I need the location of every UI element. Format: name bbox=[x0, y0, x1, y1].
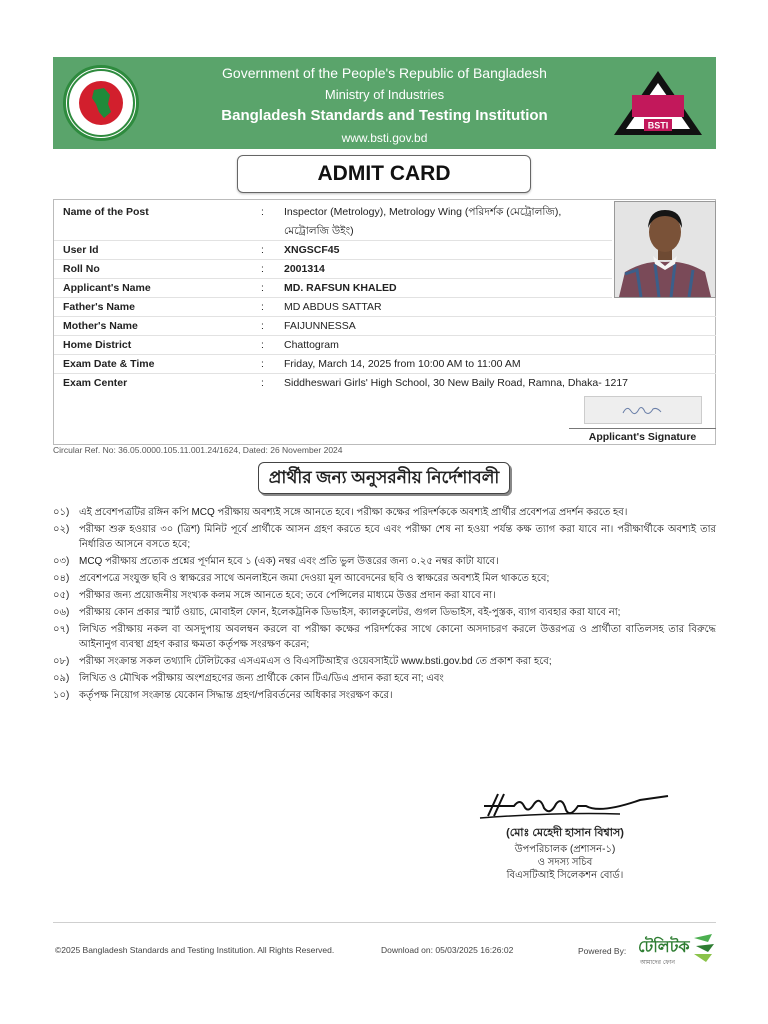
label-applicant-name: Applicant's Name bbox=[63, 282, 151, 294]
footer-divider bbox=[53, 922, 716, 923]
value-district: Chattogram bbox=[284, 339, 339, 351]
teletalk-logo-icon bbox=[636, 932, 716, 968]
detail-row-user-id bbox=[54, 241, 612, 260]
instruction-text: পরীক্ষা সংক্রান্ত সকল তথ্যাদি টেলিটকের এসএমএস ও বিএসটিআই'র ওয়েবসাইটে www.bsti.gov.bd তে প্রকাশ করা হবে; bbox=[79, 656, 552, 667]
instruction-item bbox=[53, 622, 716, 652]
applicant-signature-label: Applicant's Signature bbox=[569, 428, 716, 443]
powered-by-label: Powered By: bbox=[578, 946, 627, 956]
website-link[interactable]: www.bsti.gov.bd bbox=[341, 131, 428, 145]
govt-line: Government of the People's Republic of Bangladesh bbox=[222, 65, 547, 81]
applicant-details-table bbox=[53, 199, 716, 445]
instruction-number: ০৯) bbox=[53, 673, 70, 684]
detail-row-name bbox=[54, 279, 612, 298]
instruction-number: ০৪) bbox=[53, 573, 70, 584]
value-exam-center: Siddheswari Girls' High School, 30 New Baily Road, Ramna, Dhaka- 1217 bbox=[284, 377, 629, 389]
instruction-number: ০৭) bbox=[53, 624, 70, 635]
instruction-text: কর্তৃপক্ষ নিয়োগ সংক্রান্ত যেকোন সিদ্ধান্ত গ্রহণ/পরিবর্তনের অধিকার সংরক্ষণ করে। bbox=[79, 690, 393, 701]
detail-row-father bbox=[54, 298, 716, 317]
authority-name: (মোঃ মেহেদী হাসান বিশ্বাস) bbox=[506, 827, 624, 839]
label-mother: Mother's Name bbox=[63, 320, 138, 332]
instruction-text: এই প্রবেশপত্রটির রঙ্গিন কপি MCQ পরীক্ষায় অবশ্যই সঙ্গে আনতে হবে। পরীক্ষা কক্ষের পরিদর্শককে অবশ্যই প্রার্থীর প্রবেশপত্র প্রদর্শন করতে হব। bbox=[79, 507, 628, 518]
label-exam-time: Exam Date & Time bbox=[63, 358, 155, 370]
instruction-number: ১০) bbox=[53, 690, 70, 701]
instruction-item bbox=[53, 571, 716, 586]
label-father: Father's Name bbox=[63, 301, 135, 313]
value-applicant-name: MD. RAFSUN KHALED bbox=[284, 282, 397, 294]
instruction-item bbox=[53, 522, 716, 552]
footer-download-time: Download on: 05/03/2025 16:26:02 bbox=[381, 945, 514, 955]
colon: : bbox=[261, 206, 264, 218]
colon: : bbox=[261, 339, 264, 351]
instruction-number: ০২) bbox=[53, 524, 70, 535]
value-exam-time: Friday, March 14, 2025 from 10:00 AM to 11:00 AM bbox=[284, 358, 521, 370]
detail-row-post bbox=[54, 203, 612, 241]
instruction-number: ০৮) bbox=[53, 656, 70, 667]
colon: : bbox=[261, 377, 264, 389]
label-roll: Roll No bbox=[63, 263, 100, 275]
label-exam-center: Exam Center bbox=[63, 377, 128, 389]
value-user-id: XNGSCF45 bbox=[284, 244, 340, 256]
value-mother: FAIJUNNESSA bbox=[284, 320, 356, 332]
ministry-line: Ministry of Industries bbox=[324, 87, 445, 102]
instruction-text: পরীক্ষার জন্য প্রয়োজনীয় সংখ্যক কলম সঙ্গে আনতে হবে; তবে পেন্সিলের মাধ্যমে উত্তর প্রদান করা যাবে না। bbox=[79, 590, 496, 601]
colon: : bbox=[261, 244, 264, 256]
colon: : bbox=[261, 282, 264, 294]
instruction-text: লিখিত পরীক্ষায় নকল বা অসদুপায় অবলম্বন করলে বা পরীক্ষা কক্ষের পরিদর্শকের সাথে কোনো অসদাচরণ করলে উত্তরপত্র ও প্রার্থীতা বাতিলসহ তার বিরুদ্ধে আইনানুগ ব্যবস্থা গ্রহণ করার ক্ষমতা কর্তৃপক্ষ সংরক্ষণ করেন; bbox=[79, 624, 716, 650]
footer-copyright: ©2025 Bangladesh Standards and Testing Institution. All Rights Reserved. bbox=[55, 945, 335, 955]
teletalk-tagline: আমাদের ফোন bbox=[640, 959, 675, 966]
authority-board: বিএসটিআই সিলেকশন বোর্ড। bbox=[506, 870, 624, 881]
value-post: Inspector (Metrology), Metrology Wing (পরিদর্শক (মেট্রোলজি), মেট্রোলজি উইং) bbox=[284, 206, 562, 237]
instruction-item bbox=[53, 588, 716, 603]
instruction-text: পরীক্ষা শুরু হওয়ার ৩০ (ত্রিশ) মিনিট পূর্বে প্রার্থীকে আসন গ্রহণ করতে হবে এবং পরীক্ষা শেষ না হওয়া পর্যন্ত কক্ষ ত্যাগ করা যাবে না। পরীক্ষার্থীকে অবশ্যই তার নির্ধারিত আসনে বসতে হবে; bbox=[79, 524, 716, 550]
instructions-list bbox=[53, 505, 716, 705]
colon: : bbox=[261, 358, 264, 370]
authority-signature-image bbox=[440, 790, 690, 822]
instruction-item bbox=[53, 654, 716, 669]
applicant-signature-image bbox=[584, 396, 702, 424]
value-father: MD ABDUS SATTAR bbox=[284, 301, 382, 313]
admit-card-title: ADMIT CARD bbox=[237, 155, 531, 193]
authority-signature-block bbox=[440, 790, 690, 882]
svg-text:BSTI: BSTI bbox=[647, 120, 669, 131]
instruction-text: পরীক্ষায় কোন প্রকার স্মার্ট ওয়াচ, মোবাইল ফোন, ইলেকট্রনিক ডিভাইস, ক্যালকুলেটর, গুগল ডিভাইস, বই-পুস্তক, ব্যাগ ব্যবহার করা যাবে না; bbox=[79, 607, 621, 618]
instruction-item bbox=[53, 671, 716, 686]
instruction-item bbox=[53, 505, 716, 520]
colon: : bbox=[261, 320, 264, 332]
authority-designation: উপপরিচালক (প্রশাসন-১) bbox=[514, 844, 616, 855]
detail-row-exam-center bbox=[54, 374, 716, 393]
bsti-logo-icon bbox=[610, 65, 706, 141]
detail-row-exam-time bbox=[54, 355, 716, 374]
detail-row-roll bbox=[54, 260, 612, 279]
instruction-text: প্রবেশপত্রে সংযুক্ত ছবি ও স্বাক্ষরের সাথে অনলাইনে জমা দেওয়া মূল আবেদনের ছবি ও স্বাক্ষরের অবশ্যই মিল থাকতে হবে; bbox=[79, 573, 550, 584]
instruction-text: MCQ পরীক্ষায় প্রত্যেক প্রশ্নের পূর্ণমান হবে ১ (এক) নম্বর এবং প্রতি ভুল উত্তরের জন্য ০.২৫ নম্বর কাটা যাবে। bbox=[79, 556, 499, 567]
instruction-text: লিখিত ও মৌখিক পরীক্ষায় অংশগ্রহণের জন্য প্রার্থীকে কোন টিএ/ডিএ প্রদান করা হবে না; এবং bbox=[79, 673, 444, 684]
colon: : bbox=[261, 263, 264, 275]
circular-reference: Circular Ref. No: 36.05.0000.105.11.001.24/1624, Dated: 26 November 2024 bbox=[53, 445, 343, 455]
label-district: Home District bbox=[63, 339, 132, 351]
detail-row-district bbox=[54, 336, 716, 355]
institution-name: Bangladesh Standards and Testing Institution bbox=[221, 107, 548, 124]
teletalk-brand: টেলিটক bbox=[638, 937, 690, 956]
instruction-number: ০৩) bbox=[53, 556, 70, 567]
colon: : bbox=[261, 301, 264, 313]
instruction-item bbox=[53, 605, 716, 620]
detail-row-mother bbox=[54, 317, 716, 336]
instruction-item bbox=[53, 554, 716, 569]
instructions-title: প্রার্থীর জন্য অনুসরনীয় নির্দেশাবলী bbox=[258, 462, 510, 494]
instruction-number: ০৬) bbox=[53, 607, 70, 618]
value-roll: 2001314 bbox=[284, 263, 325, 275]
header-banner bbox=[53, 57, 716, 149]
label-user-id: User Id bbox=[63, 244, 99, 256]
label-post: Name of the Post bbox=[63, 206, 149, 218]
instruction-number: ০৫) bbox=[53, 590, 70, 601]
authority-designation: ও সদস্য সচিব bbox=[537, 857, 593, 868]
instruction-number: ০১) bbox=[53, 507, 70, 518]
instruction-item bbox=[53, 688, 716, 703]
applicant-photo bbox=[614, 201, 716, 298]
